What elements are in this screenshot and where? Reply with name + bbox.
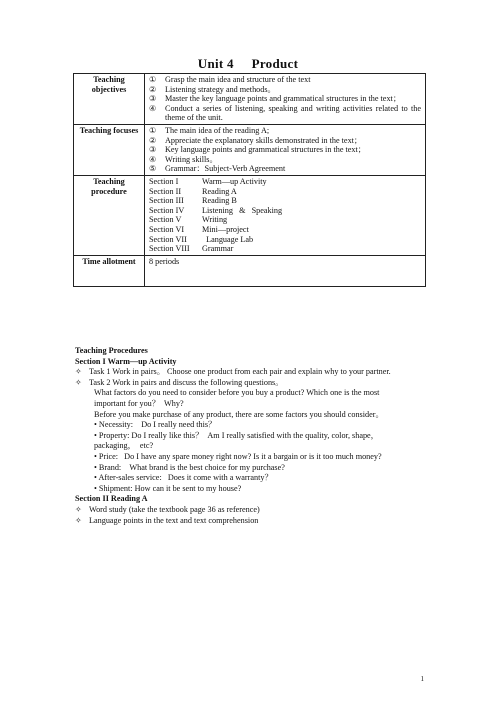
section-heading: Section I Warm—up Activity: [75, 356, 177, 366]
bullet-item: • Shipment: How can it be sent to my house?: [94, 483, 242, 493]
list-item: [149, 94, 421, 104]
time-label: Time allotment: [74, 255, 145, 286]
task-item: [75, 505, 425, 516]
bullet-item: • Necessity: Do I really need this？: [94, 420, 217, 430]
task-text: Word study (take the textbook page 36 as reference): [89, 504, 260, 514]
procedures-body: [75, 346, 425, 526]
section-item: [149, 177, 421, 187]
section-topic: Writing: [202, 215, 228, 225]
section-name: Section II: [149, 186, 182, 196]
item-number: ④: [149, 103, 157, 113]
diamond-star-icon: ✧: [75, 367, 82, 377]
list-item: [149, 136, 421, 146]
task-text: Language points in the text and text comprehension: [89, 515, 259, 525]
list-item: [149, 85, 421, 95]
section-heading: Section II Reading A: [75, 494, 148, 504]
section-name: Section I: [149, 176, 179, 186]
section-topic: Listening & Speaking: [202, 205, 283, 215]
bullet-item: packaging， etc?: [94, 441, 154, 451]
question-text: important for you？ Why?: [94, 398, 184, 408]
task-text: Task 1 Work in pairs。 Choose one product from each pair and explain why to your partner.: [89, 367, 391, 377]
task-item: [75, 516, 425, 527]
objectives-label: Teaching objectives: [74, 74, 145, 125]
list-item: [149, 126, 421, 136]
focuses-row: [74, 124, 426, 175]
item-number: ③: [149, 94, 157, 104]
section-item: [149, 244, 421, 254]
section-name: Section V: [149, 215, 182, 225]
focuses-label: Teaching focuses: [74, 124, 145, 175]
item-number: ②: [149, 135, 157, 145]
item-text: The main idea of the reading A;: [165, 125, 270, 135]
teaching-plan-table: [73, 73, 426, 287]
item-number: ③: [149, 145, 157, 155]
section-name: Section III: [149, 196, 184, 206]
time-value: 8 periods: [145, 255, 426, 286]
section-name: Section VIII: [149, 244, 190, 254]
item-text: Appreciate the explanatory skills demonstrated in the text；: [165, 135, 363, 145]
unit-title: [0, 56, 496, 72]
item-number: ⑤: [149, 164, 157, 174]
bullet-item: • Brand: What brand is the best choice for my purchase?: [94, 462, 285, 472]
question-text: What factors do you need to consider before you buy a product? Which one is the most: [94, 388, 380, 398]
page-number: 1: [420, 675, 424, 683]
section-item: [149, 225, 421, 235]
section-name: Section IV: [149, 205, 185, 215]
section-name: Section VI: [149, 224, 185, 234]
section-topic: Warm—up Activity: [202, 176, 267, 186]
bullet-item: • Property: Do I really like this？ Am I really satisfied with the quality, color, shape，: [94, 430, 379, 440]
item-text: Listening strategy and methods。: [165, 84, 276, 94]
section-name: Section VII: [149, 234, 187, 244]
task-text: Task 2 Work in pairs and discuss the following questions。: [89, 377, 284, 387]
item-text: Grasp the main idea and structure of the text: [165, 75, 311, 84]
section-item: [149, 235, 421, 245]
objectives-list: [145, 74, 426, 125]
diamond-star-icon: ✧: [75, 515, 82, 525]
task-item: [75, 367, 425, 378]
bullet-item: • After-sales service: Does it come with a warranty？: [94, 473, 273, 483]
procedure-label: Teaching procedure: [74, 175, 145, 255]
section-topic: Reading A: [202, 186, 237, 196]
procedure-list: [145, 175, 426, 255]
section-item: [149, 215, 421, 225]
unit-title-text: Unit 4 Product: [197, 56, 299, 71]
item-number: ④: [149, 154, 157, 164]
list-item: [149, 104, 421, 123]
item-text: Conduct a series of listening, speaking and writing activities related to the theme of the unit.: [165, 103, 421, 123]
section-topic: Language Lab: [202, 234, 254, 244]
item-text: Master the key language points and grammatical structures in the text；: [165, 94, 402, 104]
bullet-item: • Price: Do I have any spare money right now? Is it a bargain or is it too much money?: [94, 451, 382, 461]
list-item: [149, 164, 421, 174]
objectives-row: [74, 74, 426, 125]
item-number: ②: [149, 84, 157, 94]
section-item: [149, 206, 421, 216]
item-text: Writing skills。: [165, 154, 218, 164]
task-item: [75, 378, 425, 389]
list-item: [149, 75, 421, 85]
section-item: [149, 196, 421, 206]
item-number: ①: [149, 125, 157, 135]
time-row: [74, 255, 426, 286]
section-topic: Grammar: [202, 244, 234, 254]
section-item: [149, 187, 421, 197]
item-number: ①: [149, 75, 157, 84]
paragraph: Before you make purchase of any product, there are some factors you should consider。: [94, 409, 384, 419]
item-text: Grammar：Subject-Verb Agreement: [165, 164, 286, 174]
section-topic: Reading B: [202, 196, 237, 206]
procedures-heading: Teaching Procedures: [75, 346, 148, 355]
list-item: [149, 145, 421, 155]
diamond-star-icon: ✧: [75, 504, 82, 514]
item-text: Key language points and grammatical structures in the text；: [165, 145, 366, 155]
section-topic: Mini—project: [202, 224, 249, 234]
list-item: [149, 155, 421, 165]
procedure-row: [74, 175, 426, 255]
focuses-list: [145, 124, 426, 175]
diamond-star-icon: ✧: [75, 377, 82, 387]
